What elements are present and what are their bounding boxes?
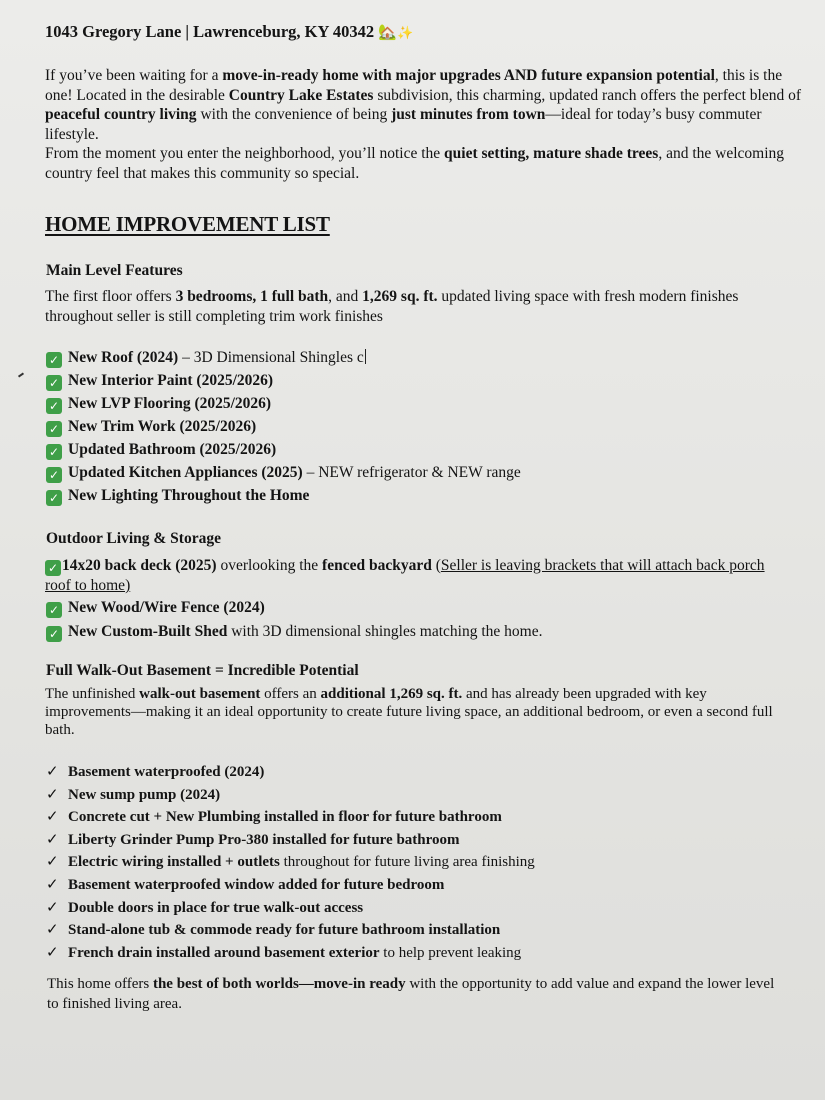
item-bold: New Custom-Built Shed xyxy=(68,623,228,640)
page-title: HOME IMPROVEMENT LIST xyxy=(45,212,330,236)
intro-text: with the convenience of being xyxy=(196,106,392,123)
desc-bold: walk-out basement xyxy=(139,686,261,702)
main-level-description xyxy=(45,287,805,326)
sparkle-icon: ✨ xyxy=(397,25,414,40)
item-bold: Basement waterproofed window added for future bedroom xyxy=(68,876,445,893)
pen-mark xyxy=(18,372,24,377)
desc-text: offers an xyxy=(260,686,321,702)
intro-text: From the moment you enter the neighborhood, you’ll notice the xyxy=(45,145,445,162)
item-bold: Basement waterproofed (2024) xyxy=(68,764,265,780)
list-item xyxy=(46,484,521,507)
desc-text: The unfinished xyxy=(45,686,140,702)
checkmark-icon: ✓ xyxy=(46,942,59,961)
item-text: overlooking the xyxy=(216,557,323,574)
desc-text: , and xyxy=(328,288,363,305)
list-item xyxy=(46,806,535,829)
intro-bold: Country Lake Estates xyxy=(228,86,374,104)
list-item xyxy=(46,596,542,620)
list-item xyxy=(46,784,535,807)
item-bold: Electric wiring installed + outlets xyxy=(68,854,280,871)
item-bold: New sump pump (2024) xyxy=(68,786,221,803)
outdoor-list xyxy=(46,596,542,644)
intro-bold: peaceful country living xyxy=(45,106,197,123)
closing-paragraph xyxy=(47,975,787,1014)
checkmark-icon: ✓ xyxy=(46,762,59,780)
address-heading xyxy=(45,22,413,42)
closing-text: This home offers xyxy=(47,976,153,992)
item-bold: Double doors in place for true walk-out access xyxy=(68,899,364,916)
checkmark-icon: ✓ xyxy=(45,560,61,576)
intro-bold: quiet setting, mature shade trees xyxy=(444,145,659,162)
desc-bold: 3 bedrooms, 1 full bath xyxy=(175,288,329,305)
text-cursor-icon xyxy=(365,349,366,364)
item-bold: Updated Bathroom (2025/2026) xyxy=(68,441,277,458)
item-bold: fenced backyard xyxy=(322,557,432,574)
item-text: to help prevent leaking xyxy=(379,944,522,961)
checkmark-icon: ✓ xyxy=(46,444,62,460)
checkmark-icon: ✓ xyxy=(46,784,59,803)
item-text: throughout for future living area finishing xyxy=(279,854,535,871)
intro-text: subdivision, this charming, updated ranch offers the perfect blend of xyxy=(373,86,802,104)
desc-text: and has already been upgraded with key improvements—making it an ideal opportunity to create future living space, an additional bedroom, or even a second full bath. xyxy=(45,686,773,738)
desc-text: The first floor offers xyxy=(45,288,176,305)
intro-bold: just minutes from town xyxy=(391,106,546,123)
desc-bold: 1,269 sq. ft. xyxy=(362,288,438,305)
item-bold: New Lighting Throughout the Home xyxy=(68,487,310,504)
intro-text: , and the welcoming country feel that makes this community so special. xyxy=(45,145,785,182)
list-item xyxy=(46,392,521,415)
desc-bold: additional 1,269 sq. ft. xyxy=(320,686,463,702)
item-bold: New Trim Work (2025/2026) xyxy=(68,418,257,435)
list-item xyxy=(46,761,535,784)
basement-list xyxy=(46,761,535,964)
list-item xyxy=(46,346,521,369)
checkmark-icon: ✓ xyxy=(46,807,59,826)
closing-bold: the best of both worlds—move-in ready xyxy=(152,976,406,992)
list-item xyxy=(46,919,535,942)
checkmark-icon: ✓ xyxy=(46,375,62,391)
intro-text: , this is the one! Located in the desirable xyxy=(45,67,783,104)
closing-text: with the opportunity to add value and expand the lower level to finished living area. xyxy=(47,976,775,1012)
checkmark-icon: ✓ xyxy=(46,421,62,437)
item-underlined: Seller is leaving brackets that will attach back porch roof to home) xyxy=(45,557,765,594)
list-item xyxy=(46,369,521,392)
item-text: – NEW refrigerator & NEW range xyxy=(302,464,521,481)
checkmark-icon: ✓ xyxy=(46,398,62,414)
item-bold: New Roof (2024) xyxy=(68,349,179,366)
intro-paragraph xyxy=(45,66,805,183)
desc-text: updated living space with fresh modern finishes throughout seller is still completing trim work finishes xyxy=(45,288,739,325)
checkmark-icon: ✓ xyxy=(46,829,59,848)
intro-text: —ideal for today’s busy commuter lifestyle. xyxy=(45,106,762,143)
item-text: with 3D dimensional shingles matching the home. xyxy=(227,623,543,640)
list-item xyxy=(46,620,542,644)
basement-heading: Full Walk-Out Basement = Incredible Potential xyxy=(46,662,359,679)
checkmark-icon: ✓ xyxy=(46,920,59,939)
checkmark-icon: ✓ xyxy=(46,897,59,916)
list-item xyxy=(46,461,521,484)
intro-text: If you’ve been waiting for a xyxy=(45,67,223,84)
list-item xyxy=(46,851,535,874)
item-text: ( xyxy=(431,557,441,574)
deck-item xyxy=(45,556,785,595)
item-bold: New LVP Flooring (2025/2026) xyxy=(68,395,272,412)
list-item xyxy=(46,897,535,920)
checkmark-icon: ✓ xyxy=(46,352,62,368)
address-text: 1043 Gregory Lane | Lawrenceburg, KY 40342 xyxy=(45,22,375,41)
item-bold: French drain installed around basement exterior xyxy=(68,944,380,961)
item-bold: New Interior Paint (2025/2026) xyxy=(68,372,274,389)
list-item xyxy=(46,829,535,852)
intro-bold: move-in-ready home with major upgrades AND future expansion potential xyxy=(222,67,715,84)
basement-description xyxy=(45,685,775,739)
checkmark-icon: ✓ xyxy=(46,874,59,893)
list-item xyxy=(46,874,535,897)
item-bold: Stand-alone tub & commode ready for future bathroom installation xyxy=(68,922,501,939)
list-item xyxy=(46,942,535,965)
checkmark-icon: ✓ xyxy=(46,602,62,618)
item-text: – 3D Dimensional Shingles c xyxy=(178,349,364,366)
house-icon: 🏡 xyxy=(378,25,397,41)
main-level-heading: Main Level Features xyxy=(46,262,183,279)
item-bold: Updated Kitchen Appliances (2025) xyxy=(68,464,303,481)
checkmark-icon: ✓ xyxy=(46,852,59,871)
checkmark-icon: ✓ xyxy=(46,467,62,483)
item-bold: Liberty Grinder Pump Pro-380 installed for future bathroom xyxy=(68,831,460,848)
item-bold: New Wood/Wire Fence (2024) xyxy=(68,599,265,616)
list-item xyxy=(46,438,521,461)
list-item xyxy=(46,415,521,438)
main-level-list xyxy=(46,346,521,507)
item-bold: 14x20 back deck (2025) xyxy=(62,557,217,574)
checkmark-icon: ✓ xyxy=(46,490,62,506)
outdoor-heading: Outdoor Living & Storage xyxy=(46,530,221,547)
checkmark-icon: ✓ xyxy=(46,626,62,642)
item-bold: Concrete cut + New Plumbing installed in floor for future bathroom xyxy=(68,809,502,826)
